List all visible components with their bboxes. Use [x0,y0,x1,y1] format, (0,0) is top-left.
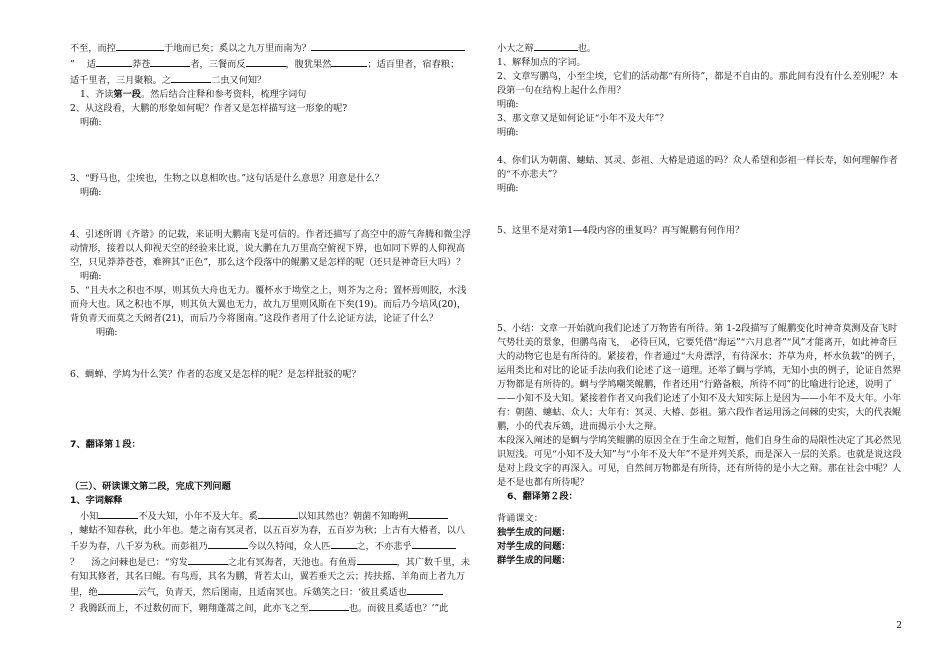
fill-blank[interactable] [98,584,138,595]
right-question-3: 3、那文章又是如何论证“小年不及大年”？ [497,113,669,124]
answer-label: 明确: [80,187,102,198]
fill-blank[interactable] [246,56,286,67]
right-question-5: 5、这里不是对第1—4段内容的重复吗？再写鲲鹏有何作用？ [497,225,745,236]
text-para: ，蟪蛄不知春秋，此小年也。楚之南有冥灵者，以五百岁为春，五百岁为秋；上古有大椿者，以八千岁为春，八千岁为秋。而彭祖乃 今以久特闻，众人匹 之，不亦悲乎 [70,525,466,552]
answer-label: 明确: [497,99,519,110]
fill-blank[interactable] [309,600,349,611]
fill-blank[interactable] [171,72,211,83]
text-line: 小大之辩 也。 [497,40,905,56]
right-question-2: 2、文章写鹏鸟，小至尘埃，它们的活动都“有所待”，都是不自由的。那此间有没有什么差别呢？本段第一句在结构上起什么作用？ [497,71,899,96]
answer-label: 明确: [96,327,118,338]
text-line: ？我腾跃而上，不过数仞而下，翱翔蓬蒿之间，此亦飞之至 也。而彼且奚适也？’”此 [70,600,472,616]
right-column [497,40,905,568]
question-2: 2、从这段看，大鹏的形象如何呢？作者又是怎样描写这一形象的呢? [70,103,348,114]
section-3-heading: （三）、研读课文第二段，完成下列问题 [70,481,231,492]
fill-blank[interactable] [412,538,456,549]
fill-blank[interactable] [331,538,357,549]
summary-paragraph-2: 本段深入阐述的是蜩与学鸠笑鲲鹏的原因全在于生命之短暂，他们自身生命的局限性决定了其必然见识短浅。可见“小知不及大知”与“小年不及大年”不是并列关系，而是深入一层的关系。也就是说这段是对上段文字的再深入。可见，自然间万物都是有所待，还有所待的是小大之辩。那在社会中呢？人是不是也都有所待呢？ [497,435,902,488]
summary-paragraph: 5、小结：文章一开始就向我们论述了万物皆有所待。第 1-2段描写了鲲鹏变化时神奇莫测及奋飞时气势壮美的景象，但鹏鸟南飞， 必待巨风，它要凭借“海运”“六月息者”“风”才能离开，如此神奇巨大的动物它也是有所待的。紧接着，作者通过“大舟漂浮，有待深水；芥草为舟，杯水负载”的例子，运用类比和对比的论证手法向我们论述了这一道理。还举了蜩与学鸠，无知小虫的例子，论证自然界万物都是有所待的。蜩与学鸠嘲笑鲲鹏，作者还用“行路备粮，所待不同”的比喻进行论述，说明了——小知不及大知。紧接着作者又向我们论述了小知不及大知实际上是因为——小年不及大年。小年有：朝菌、蟪蛄、众人；大年有：冥灵、大椿、彭祖。第六段作者运用汤之问棘的史实，大的代表鲲鹏，小的代表斥鴳，进而揭示小大之辩。 [497,323,902,432]
fill-blank[interactable] [311,40,465,51]
right-question-1: 1、解释加点的字词。 [497,57,586,68]
fill-blank[interactable] [534,40,578,51]
fill-blank[interactable] [98,508,138,519]
section-3-item-1: 1、字词解释 [70,495,123,506]
text-line: 适千里者，三月聚粮。之 二虫又何知？ [70,72,472,88]
fill-blank[interactable] [407,584,443,595]
text-line: ” 适 莽苍 者，三餐而反 ，腹犹果然 ；适百里者，宿舂粮； [70,56,472,72]
answer-label: 明确: [497,127,519,138]
recite-label: 背诵课文： [497,513,543,524]
right-question-4: 4、你们认为朝菌、蟪蛄、冥灵、彭祖、大椿是逍遥的吗？众人希望和彭祖一样长寿，如何理解作者的“不亦悲夫”？ [497,155,898,180]
fill-blank[interactable] [150,56,190,67]
answer-label: 明确: [80,271,102,282]
solo-questions-label: 独学生成的问题： [497,527,571,538]
text-line: 不至，而控 于地而已矣；奚以之九万里而南为？ [70,40,472,56]
fill-blank[interactable] [96,56,132,67]
question-6: 6、蜩蝉、学鸠为什么笑？作者的态度又是怎样的呢？是怎样批驳的呢？ [70,369,361,380]
page-number: 2 [896,621,902,631]
fill-blank[interactable] [408,508,448,519]
group-questions-label: 群学生成的问题： [497,555,571,566]
fill-blank[interactable] [116,40,164,51]
question-1: 1、齐读第一段。然后结合注释和参考资料，梳理字词句 [80,89,307,100]
text-line: 小知 不及大知，小年不及大年。奚 以知其然也？朝菌不知晦朔 [70,508,472,524]
answer-label: 明确: [497,183,519,194]
text-para: ？ 汤之问棘也是已：“穷发 之北有冥海者，天池也。有鱼焉 ，其广数千里，未有知其修者，其名曰鲲。有鸟焉，其名为鹏，背若太山，翼若垂天之云；抟扶摇、羊角而上者九万里，绝 云气，负青天，然后图南，且适南冥也。斥鴳笑之曰：‘彼且奚适也 [70,554,472,600]
fill-blank[interactable] [357,554,397,565]
fill-blank[interactable] [208,538,248,549]
fill-blank[interactable] [258,508,298,519]
translate-task-2: 6、翻译第２段： [507,491,578,502]
answer-label: 明确: [80,117,102,128]
question-3: 3、“野马也，尘埃也，生物之以息相吹也。”这句话是什么意思？用意是什么？ [70,173,384,184]
left-column [70,40,472,616]
question-5: 5、“且夫水之积也不厚，则其负大舟也无力。覆杯水于坳堂之上，则芥为之舟；置杯焉则胶，水浅而舟大也。风之积也不厚，则其负大翼也无力，故九万里则风斯在下矣(19)。而后乃今培风(20)，背负青天而莫之夭阏者(21)，而后乃今将图南。”这段作者用了什么论证方法，论证了什么？ [70,285,467,324]
translate-task-1: 7、翻译第１段： [70,439,141,450]
fill-blank[interactable] [331,56,367,67]
fill-blank[interactable] [188,554,228,565]
pair-questions-label: 对学生成的问题： [497,541,571,552]
question-4: 4、引述所谓《齐谐》的记载，来证明大鹏南飞是可信的。作者还描写了高空中的游气奔腾和微尘浮动情形，接着以人仰视天空的经验来比说，说大鹏在九万里高空俯视下界，也如同下界的人仰视高空，只见莽莽苍苍，难辨其“正色”，那么这个段落中的鲲鹏又是怎样的呢（还只是神奇巨大吗）？ [70,229,471,268]
